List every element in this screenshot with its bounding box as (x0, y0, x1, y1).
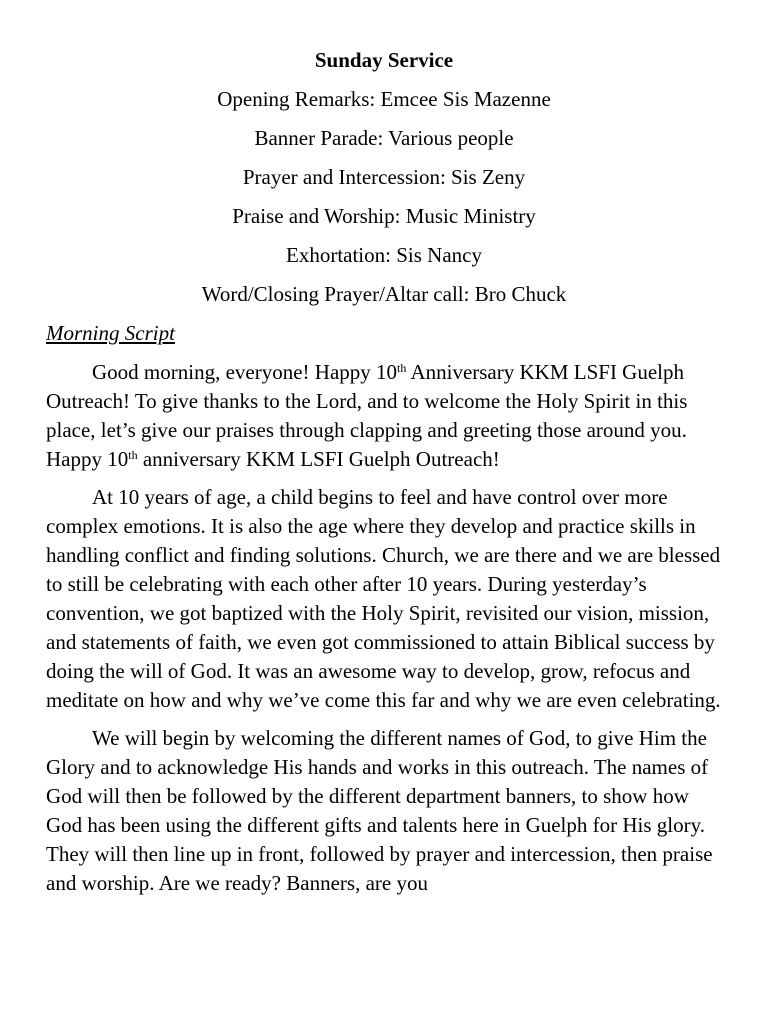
paragraph-welcome (46, 358, 722, 474)
section-heading-morning-script: Morning Script (46, 321, 175, 345)
program-item-exhortation: Exhortation: Sis Nancy (286, 243, 482, 267)
document-title: Sunday Service (314, 48, 454, 72)
paragraph-names-of-god: We will begin by welcoming the different names of God, to give Him the Glory and to acknowledge His hands and works in this outreach. The names of God will then be followed by the different department banners, to show how God has been using the different gifts and talents here in Guelph for His glory. They will then line up in front, followed by prayer and intercession, then praise and worship. Are we ready? Banners, are you (46, 726, 713, 895)
ordinal-superscript: th (397, 361, 407, 375)
program-item-opening-remarks: Opening Remarks: Emcee Sis Mazenne (217, 87, 551, 111)
program-item-banner-parade: Banner Parade: Various people (254, 126, 514, 150)
paragraph-welcome-text-2: Anniversary KKM LSFI Guelph Outreach! To give thanks to the Lord, and to welcome the Holy Spirit in this place, let’s give our praises through clapping and greeting those around you. Happy 10 (46, 360, 688, 471)
program-item-word-closing: Word/Closing Prayer/Altar call: Bro Chuck (201, 282, 567, 306)
program-item-praise-worship: Praise and Worship: Music Ministry (232, 204, 536, 228)
ordinal-superscript: th (128, 448, 138, 462)
paragraph-welcome-text-3: anniversary KKM LSFI Guelph Outreach! (137, 447, 500, 471)
paragraph-ten-years: At 10 years of age, a child begins to feel and have control over more complex emotions. It is also the age where they develop and practice skills in handling conflict and finding solutions. Church, we are there and we are blessed to still be celebrating with each other after 10 years. During yesterday’s convention, we got baptized with the Holy Spirit, revisited our vision, mission, and statements of faith, we even got commissioned to attain Biblical success by doing the will of God. It was an awesome way to develop, grow, refocus and meditate on how and why we’ve come this far and why we are even celebrating. (46, 485, 721, 712)
program-item-prayer-intercession: Prayer and Intercession: Sis Zeny (242, 165, 526, 189)
paragraph-welcome-text-1: Good morning, everyone! Happy 10 (92, 360, 398, 384)
